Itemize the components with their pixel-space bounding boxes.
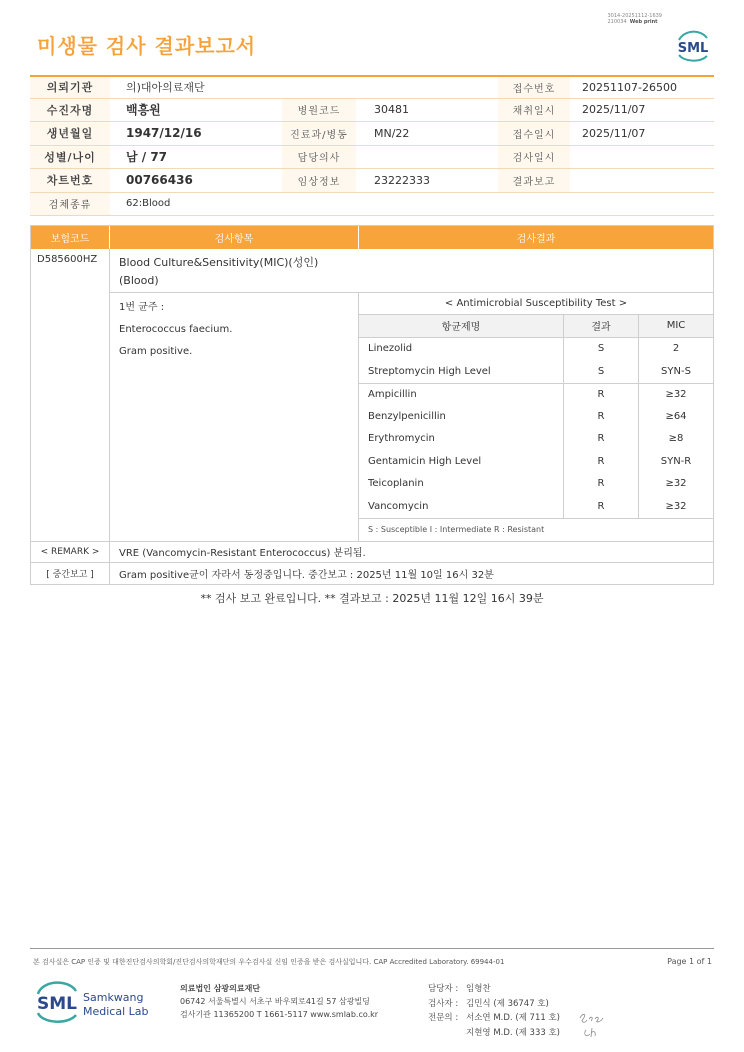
page-title: 미생물 검사 결과보고서 bbox=[37, 34, 257, 58]
hospital-code-label: 병원코드 bbox=[282, 99, 356, 122]
ast-row bbox=[359, 383, 713, 406]
ast-result: R bbox=[564, 450, 639, 473]
footer-logo-short: SML bbox=[37, 994, 77, 1014]
staff-info bbox=[428, 982, 560, 1040]
receive-date-label: 접수일시 bbox=[498, 122, 570, 145]
samkwang-logo-icon bbox=[36, 980, 156, 1026]
web-print-label: Web print bbox=[629, 19, 658, 25]
gram-stain: Gram positive. bbox=[119, 346, 193, 357]
receipt-no-value: 20251107-26500 bbox=[582, 80, 677, 94]
ast-antibiotic: Linezolid bbox=[359, 338, 564, 361]
requester-label: 의뢰기관 bbox=[30, 77, 110, 98]
remark-label: < REMARK > bbox=[31, 542, 110, 562]
ast-row bbox=[359, 473, 713, 496]
organization-info bbox=[180, 982, 378, 1021]
results-main bbox=[110, 249, 713, 541]
header-item: 검사항목 bbox=[110, 226, 359, 249]
insurance-code: D585600HZ bbox=[31, 249, 110, 541]
info-row bbox=[30, 75, 714, 99]
ast-antibiotic: Ampicillin bbox=[359, 384, 564, 406]
info-row bbox=[30, 193, 714, 217]
staff-label: 전문의 : bbox=[428, 1013, 459, 1023]
ast-result: R bbox=[564, 405, 639, 428]
test-date-label: 검사일시 bbox=[498, 146, 570, 169]
test-name-line2: (Blood) bbox=[119, 274, 159, 287]
final-report-text: ** 검사 보고 완료입니다. ** 결과보고 : 2025년 11월 12일 16시 39분 bbox=[200, 592, 544, 605]
info-row bbox=[30, 122, 714, 146]
staff-value: 임형찬 bbox=[466, 984, 491, 994]
results-split bbox=[110, 293, 713, 541]
header-result: 검사결과 bbox=[516, 234, 556, 245]
footer-divider bbox=[30, 948, 714, 949]
ast-header-mic: MIC bbox=[666, 320, 686, 332]
ast-mic: ≥32 bbox=[665, 478, 687, 490]
report-code bbox=[607, 13, 662, 25]
signature-icon bbox=[577, 1010, 609, 1040]
chart-value: 00766436 bbox=[126, 173, 193, 188]
ast-table bbox=[359, 293, 713, 541]
test-name-line1: Blood Culture&Sensitivity(MIC)(성인) bbox=[119, 256, 319, 269]
info-row bbox=[30, 99, 714, 123]
certification-text: 본 검사실은 CAP 인증 및 대한진단검사의학회/진단검사의학재단의 우수검사실 신임 인증을 받은 검사실입니다. CAP Accredited Laboratory. 69944-01 bbox=[33, 958, 505, 966]
staff-value: 서소연 M.D. (제 711 호) bbox=[466, 1013, 561, 1023]
ast-mic: ≥8 bbox=[668, 433, 684, 445]
interim-text: Gram positive균이 자라서 동정중입니다. 중간보고 : 2025년 11월 10일 16시 32분 bbox=[119, 569, 494, 581]
doctor-label: 담당의사 bbox=[282, 146, 356, 169]
header-code: 보험코드 bbox=[31, 226, 110, 249]
dob-value: 1947/12/16 bbox=[126, 126, 202, 141]
collect-date-label: 채취일시 bbox=[498, 99, 570, 122]
ast-row bbox=[359, 360, 713, 383]
ast-antibiotic: Erythromycin bbox=[359, 428, 564, 451]
organism-label: 1번 균주 : bbox=[119, 302, 165, 313]
dept-label: 진료과/병동 bbox=[282, 122, 356, 145]
info-row bbox=[30, 146, 714, 170]
patient-label: 수진자명 bbox=[30, 99, 110, 122]
staff-value: 지현영 M.D. (제 333 호) bbox=[466, 1027, 561, 1038]
report-label: 결과보고 bbox=[498, 169, 570, 192]
ast-result: R bbox=[564, 428, 639, 451]
ast-result: R bbox=[564, 384, 639, 406]
interim-label: [ 중간보고 ] bbox=[31, 563, 110, 584]
chart-label: 차트번호 bbox=[30, 169, 110, 192]
ast-row bbox=[359, 450, 713, 473]
specimen-label: 검체종류 bbox=[30, 193, 110, 216]
patient-value: 백흥원 bbox=[126, 103, 161, 118]
org-contact: 검사기관 11365200 T 1661-5117 www.smlab.co.kr bbox=[180, 1010, 379, 1019]
test-name bbox=[110, 249, 713, 293]
remark-text: VRE (Vancomycin-Resistant Enterococcus) 분리됨. bbox=[119, 548, 366, 559]
collect-date-value: 2025/11/07 bbox=[582, 103, 646, 117]
receipt-no-label: 접수번호 bbox=[498, 77, 570, 98]
staff-label: 검사자 : bbox=[428, 998, 459, 1009]
footer-logo-name2: Medical Lab bbox=[83, 1005, 149, 1018]
org-address: 06742 서울특별시 서초구 바우뫼로41길 57 삼광빌딩 bbox=[180, 997, 370, 1006]
sex-age-value: 남 / 77 bbox=[126, 150, 168, 165]
ast-result: S bbox=[564, 360, 639, 383]
organism-info bbox=[110, 293, 359, 541]
sex-age-label: 성별/나이 bbox=[30, 146, 110, 169]
page-number: Page 1 of 1 bbox=[667, 957, 712, 966]
results-body bbox=[31, 249, 713, 542]
ast-row bbox=[359, 338, 713, 361]
staff-value: 김민식 (제 36747 호) bbox=[466, 998, 549, 1009]
report-code-line2: 210034 bbox=[607, 19, 627, 25]
info-row bbox=[30, 169, 714, 193]
clinical-label: 임상정보 bbox=[282, 169, 356, 192]
ast-mic: SYN-R bbox=[660, 455, 692, 467]
organism-name: Enterococcus faecium. bbox=[119, 324, 233, 335]
ast-mic: 2 bbox=[672, 343, 680, 355]
dept-value: MN/22 bbox=[374, 126, 410, 140]
ast-antibiotic: Teicoplanin bbox=[359, 473, 564, 496]
ast-result: S bbox=[564, 338, 639, 361]
ast-mic: SYN-S bbox=[661, 365, 691, 377]
ast-legend: S : Susceptible I : Intermediate R : Resistant bbox=[359, 518, 713, 541]
sml-logo-icon bbox=[674, 26, 712, 62]
ast-result: R bbox=[564, 473, 639, 496]
sml-logo-text: SML bbox=[677, 41, 709, 56]
ast-mic: ≥64 bbox=[665, 410, 687, 422]
report-code-line1: 3014-20251112-1639 bbox=[607, 13, 662, 19]
ast-antibiotic: Streptomycin High Level bbox=[359, 360, 564, 383]
clinical-value: 23222333 bbox=[374, 173, 430, 187]
ast-header-result: 결과 bbox=[564, 315, 639, 337]
dob-label: 생년월일 bbox=[30, 122, 110, 145]
ast-row bbox=[359, 495, 713, 518]
ast-antibiotic: Gentamicin High Level bbox=[359, 450, 564, 473]
ast-antibiotic: Vancomycin bbox=[359, 495, 564, 518]
ast-result: R bbox=[564, 495, 639, 518]
ast-header-antibiotic: 항균제명 bbox=[359, 315, 564, 337]
ast-mic: ≥32 bbox=[665, 500, 687, 512]
receive-date-value: 2025/11/07 bbox=[582, 126, 646, 140]
staff-label: 담당자 : bbox=[428, 984, 459, 994]
ast-antibiotic: Benzylpenicillin bbox=[359, 405, 564, 428]
ast-title: < Antimicrobial Susceptibility Test > bbox=[359, 293, 713, 315]
specimen-value: 62:Blood bbox=[126, 198, 171, 210]
results-header bbox=[31, 226, 713, 249]
footer-logo-name1: Samkwang bbox=[83, 991, 144, 1004]
ast-mic: ≥32 bbox=[665, 388, 687, 400]
remark-row bbox=[31, 542, 713, 563]
ast-row bbox=[359, 405, 713, 428]
results-table bbox=[30, 225, 714, 585]
requester-value: 의)대아의료재단 bbox=[126, 81, 205, 95]
org-name: 의료법인 삼광의료재단 bbox=[180, 984, 261, 993]
patient-info-table bbox=[30, 75, 714, 216]
ast-row bbox=[359, 428, 713, 451]
interim-row bbox=[31, 563, 713, 584]
ast-header-row bbox=[359, 315, 713, 338]
hospital-code-value: 30481 bbox=[374, 103, 409, 117]
